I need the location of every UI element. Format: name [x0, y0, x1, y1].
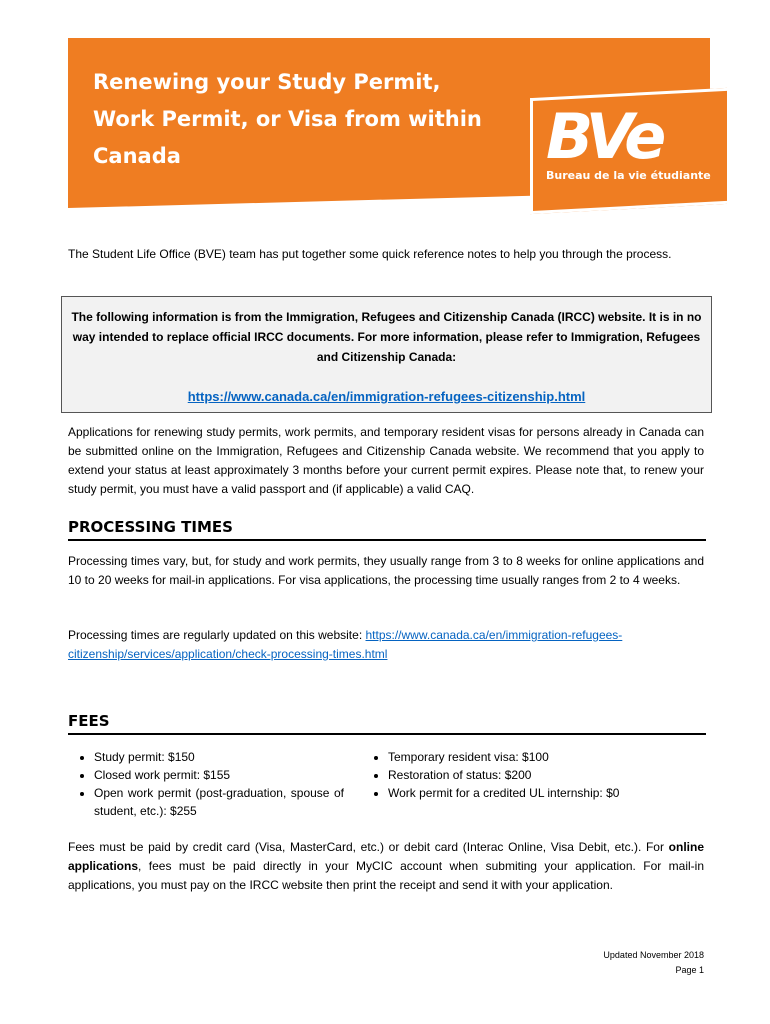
ircc-website-link[interactable]: https://www.canada.ca/en/immigration-refugees-citizenship.html — [187, 389, 586, 404]
processing-times-link[interactable]: https://www.canada.ca/en/immigration-refugees-citizenship/services/application/check-processing-times.html — [68, 628, 623, 661]
updated-date: Updated November 2018 — [603, 950, 704, 960]
fee-item: • Temporary resident visa: $100 — [388, 748, 708, 766]
fee-item: • Work permit for a credited UL internship: $0 — [388, 784, 708, 802]
ircc-notice-box — [61, 296, 712, 413]
bve-logo-subtitle: Bureau de la vie étudiante — [546, 169, 711, 182]
processing-times-heading: PROCESSING TIMES — [68, 518, 706, 541]
page-title: Renewing your Study Permit, Work Permit, or Visa from within Canada — [93, 70, 482, 168]
fees-heading: FEES — [68, 712, 706, 735]
intro-paragraph: The Student Life Office (BVE) team has put together some quick reference notes to help you through the process. — [68, 247, 672, 261]
fee-item: • Closed work permit: $155 — [94, 766, 344, 784]
payment-text-end: , fees must be paid directly in your MyCIC account when submiting your application. For mail-in applications, you must pay on the IRCC website then print the receipt and send it with your application. — [68, 859, 704, 892]
online-applications-emphasis: online applications — [68, 840, 704, 873]
page-number: Page 1 — [675, 965, 704, 975]
applications-paragraph: Applications for renewing study permits, work permits, and temporary resident visas for persons already in Canada can be submitted online on the Immigration, Refugees and Citizenship Canada website. We recommend that you apply to extend your status at least approximately 3 months before your current permit expires. Please note that, to renew your study permit, you must have a valid passport and (if applicable) a valid CAQ. — [68, 425, 704, 496]
fees-list-left — [76, 748, 344, 820]
fees-list-right — [370, 748, 708, 802]
fee-item: • Study permit: $150 — [94, 748, 344, 766]
processing-update-paragraph — [68, 626, 704, 664]
payment-text-start: Fees must be paid by credit card (Visa, MasterCard, etc.) or debit card (Interac Online, Visa Debit, etc.). For — [68, 840, 669, 854]
payment-paragraph — [68, 838, 704, 895]
processing-update-text: Processing times are regularly updated on this website: — [68, 628, 366, 642]
fee-item: • Restoration of status: $200 — [388, 766, 708, 784]
notice-text: The following information is from the Immigration, Refugees and Citizenship Canada (IRCC) website. It is in no way intended to replace official IRCC documents. For more information, please refer to Immigration, Refugees and Citizenship Canada: — [71, 310, 702, 364]
fee-item: • Open work permit (post-graduation, spouse of student, etc.): $255 — [94, 784, 344, 820]
bve-logo-text: BVe — [546, 100, 662, 173]
processing-times-paragraph: Processing times vary, but, for study and work permits, they usually range from 3 to 8 weeks for online applications and 10 to 20 weeks for mail-in applications. For visa applications, the processing time usually ranges from 2 to 4 weeks. — [68, 554, 704, 587]
